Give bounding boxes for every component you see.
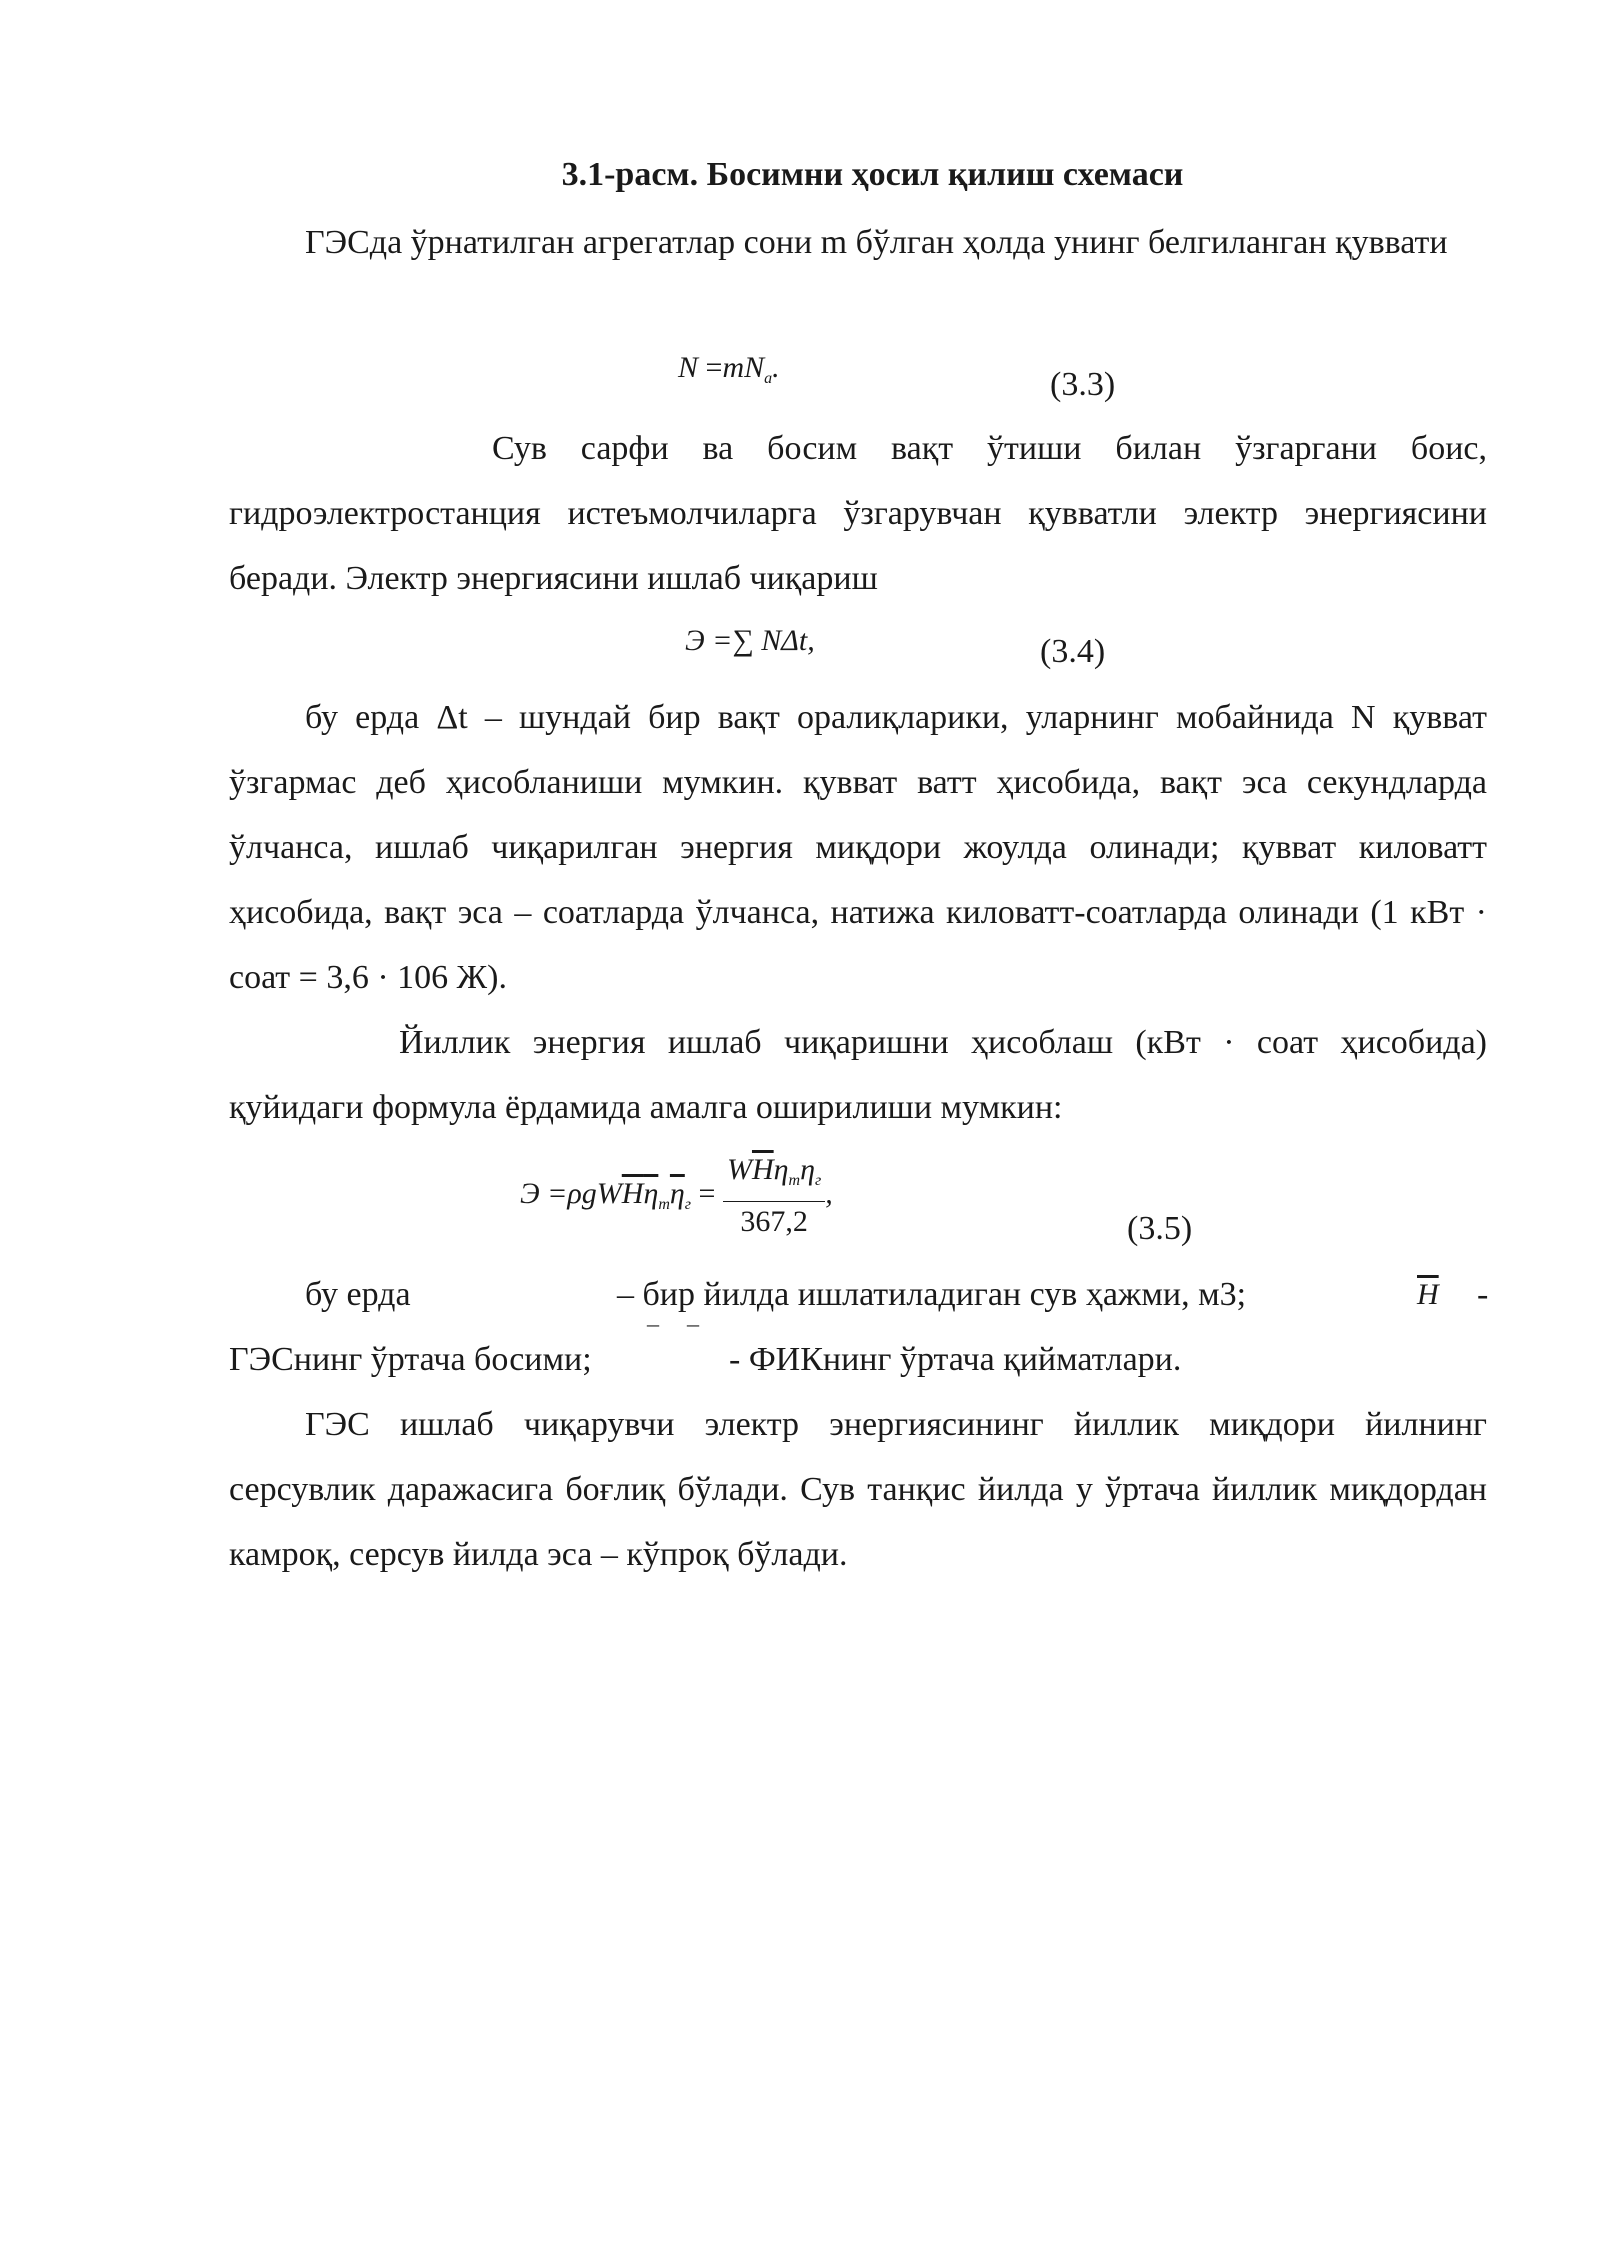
eq1-lhs: N	[678, 351, 699, 384]
eq1-tail: .	[772, 351, 780, 384]
eq3-tail: ,	[825, 1176, 833, 1210]
eq3-eta-g: $\overline{\eta}$	[669, 1176, 685, 1210]
p5-bu-erda: бу ерда	[305, 1276, 411, 1313]
eq3-equals: =	[698, 1176, 716, 1210]
eq1-subscript: a	[764, 370, 773, 387]
eq3-num-h: $\overline{H}$	[751, 1153, 774, 1186]
figure-caption: 3.1-расм. Босимни ҳосил қилиш схемаси	[561, 156, 1184, 193]
paragraph-6: ГЭС ишлаб чиқарувчи электр энергиясининг йиллик миқдори йилнинг серсувлик даражасига боғлиқ бўлади. Сув танқис йилда у ўртача йиллик миқдордан камроқ, серсув йилда эса – кўпроқ бўлади.	[229, 1406, 1487, 1573]
paragraph-2: Сув сарфи ва босим вақт ўтиши билан ўзгаргани боис, гидроэлектростанция истеъмолчиларга ўзгарувчан қувватли электр энергиясини беради. Электр энергиясини ишлаб чиқариш	[229, 430, 1487, 597]
paragraph-4: Йиллик энергия ишлаб чиқаришни ҳисоблаш (кВт · соат ҳисобида) қуйидаги формула ёрдамида амалга оширилиши мумкин:	[229, 1024, 1487, 1126]
p5-bar-2: ¯	[687, 1324, 699, 1350]
p5-efficiency-text: - ФИКнинг ўртача қийматлари.	[729, 1341, 1182, 1378]
eq1-rhs: mN	[722, 351, 765, 384]
paragraph-5-line-2	[229, 1324, 1487, 1392]
equation-number-3-5: (3.5)	[1127, 1210, 1193, 1247]
equation-number-3-4: (3.4)	[1040, 633, 1106, 670]
eq3-num-w: W	[726, 1153, 752, 1186]
p5-pressure-text: ГЭСнинг ўртача босими;	[229, 1341, 592, 1378]
eq3-sub-g: г	[684, 1195, 692, 1213]
eq3-num-sub-g: г	[814, 1172, 822, 1189]
p5-h-bar: $\overline{H}$	[1417, 1278, 1439, 1311]
eq3-eta-t: $\overline{\eta}$	[643, 1176, 659, 1210]
eq1-equals: =	[705, 351, 723, 384]
equation-3-5	[520, 1150, 833, 1242]
equation-number-3-3: (3.3)	[1050, 366, 1116, 403]
p5-volume-text: – бир йилда ишлатиладиган сув ҳажми, м3;	[617, 1276, 1247, 1313]
p5-bar-1: ¯	[647, 1324, 659, 1350]
equation-3-4: Э =∑ NΔt,	[685, 624, 815, 657]
eq3-denominator: 367,2	[740, 1205, 808, 1238]
equation-3-3	[678, 348, 780, 399]
eq3-sub-t: т	[658, 1195, 670, 1213]
eq3-num-sub-t: т	[788, 1172, 801, 1189]
eq3-fraction	[723, 1150, 825, 1242]
eq3-h-bar: $\overline{H}$	[621, 1176, 644, 1210]
paragraph-5-line-1	[229, 1262, 1487, 1327]
eq3-lhs: Э =ρgW	[520, 1176, 622, 1210]
eq3-num-eta-g: η	[800, 1153, 815, 1186]
eq3-num-eta-t: η	[773, 1153, 789, 1186]
paragraph-3: бу ерда Δt – шундай бир вақт оралиқларики, уларнинг мобайнида N қувват ўзгармас деб ҳисобланиши мумкин. қувват ватт ҳисобида, вақт эса секундларда ўлчанса, ишлаб чиқарилган энергия миқдори жоулда олинади; қувват киловатт ҳисобида, вақт эса – соатларда ўлчанса, натижа киловатт-соатларда олинади (1 кВт · соат = 3,6 · 106 Ж).	[229, 699, 1487, 996]
p5-dash: -	[1477, 1276, 1489, 1313]
eq3-numerator	[723, 1150, 825, 1202]
paragraph-1: ГЭСда ўрнатилган агрегатлар сони m бўлган ҳолда унинг белгиланган қуввати	[305, 224, 1448, 261]
